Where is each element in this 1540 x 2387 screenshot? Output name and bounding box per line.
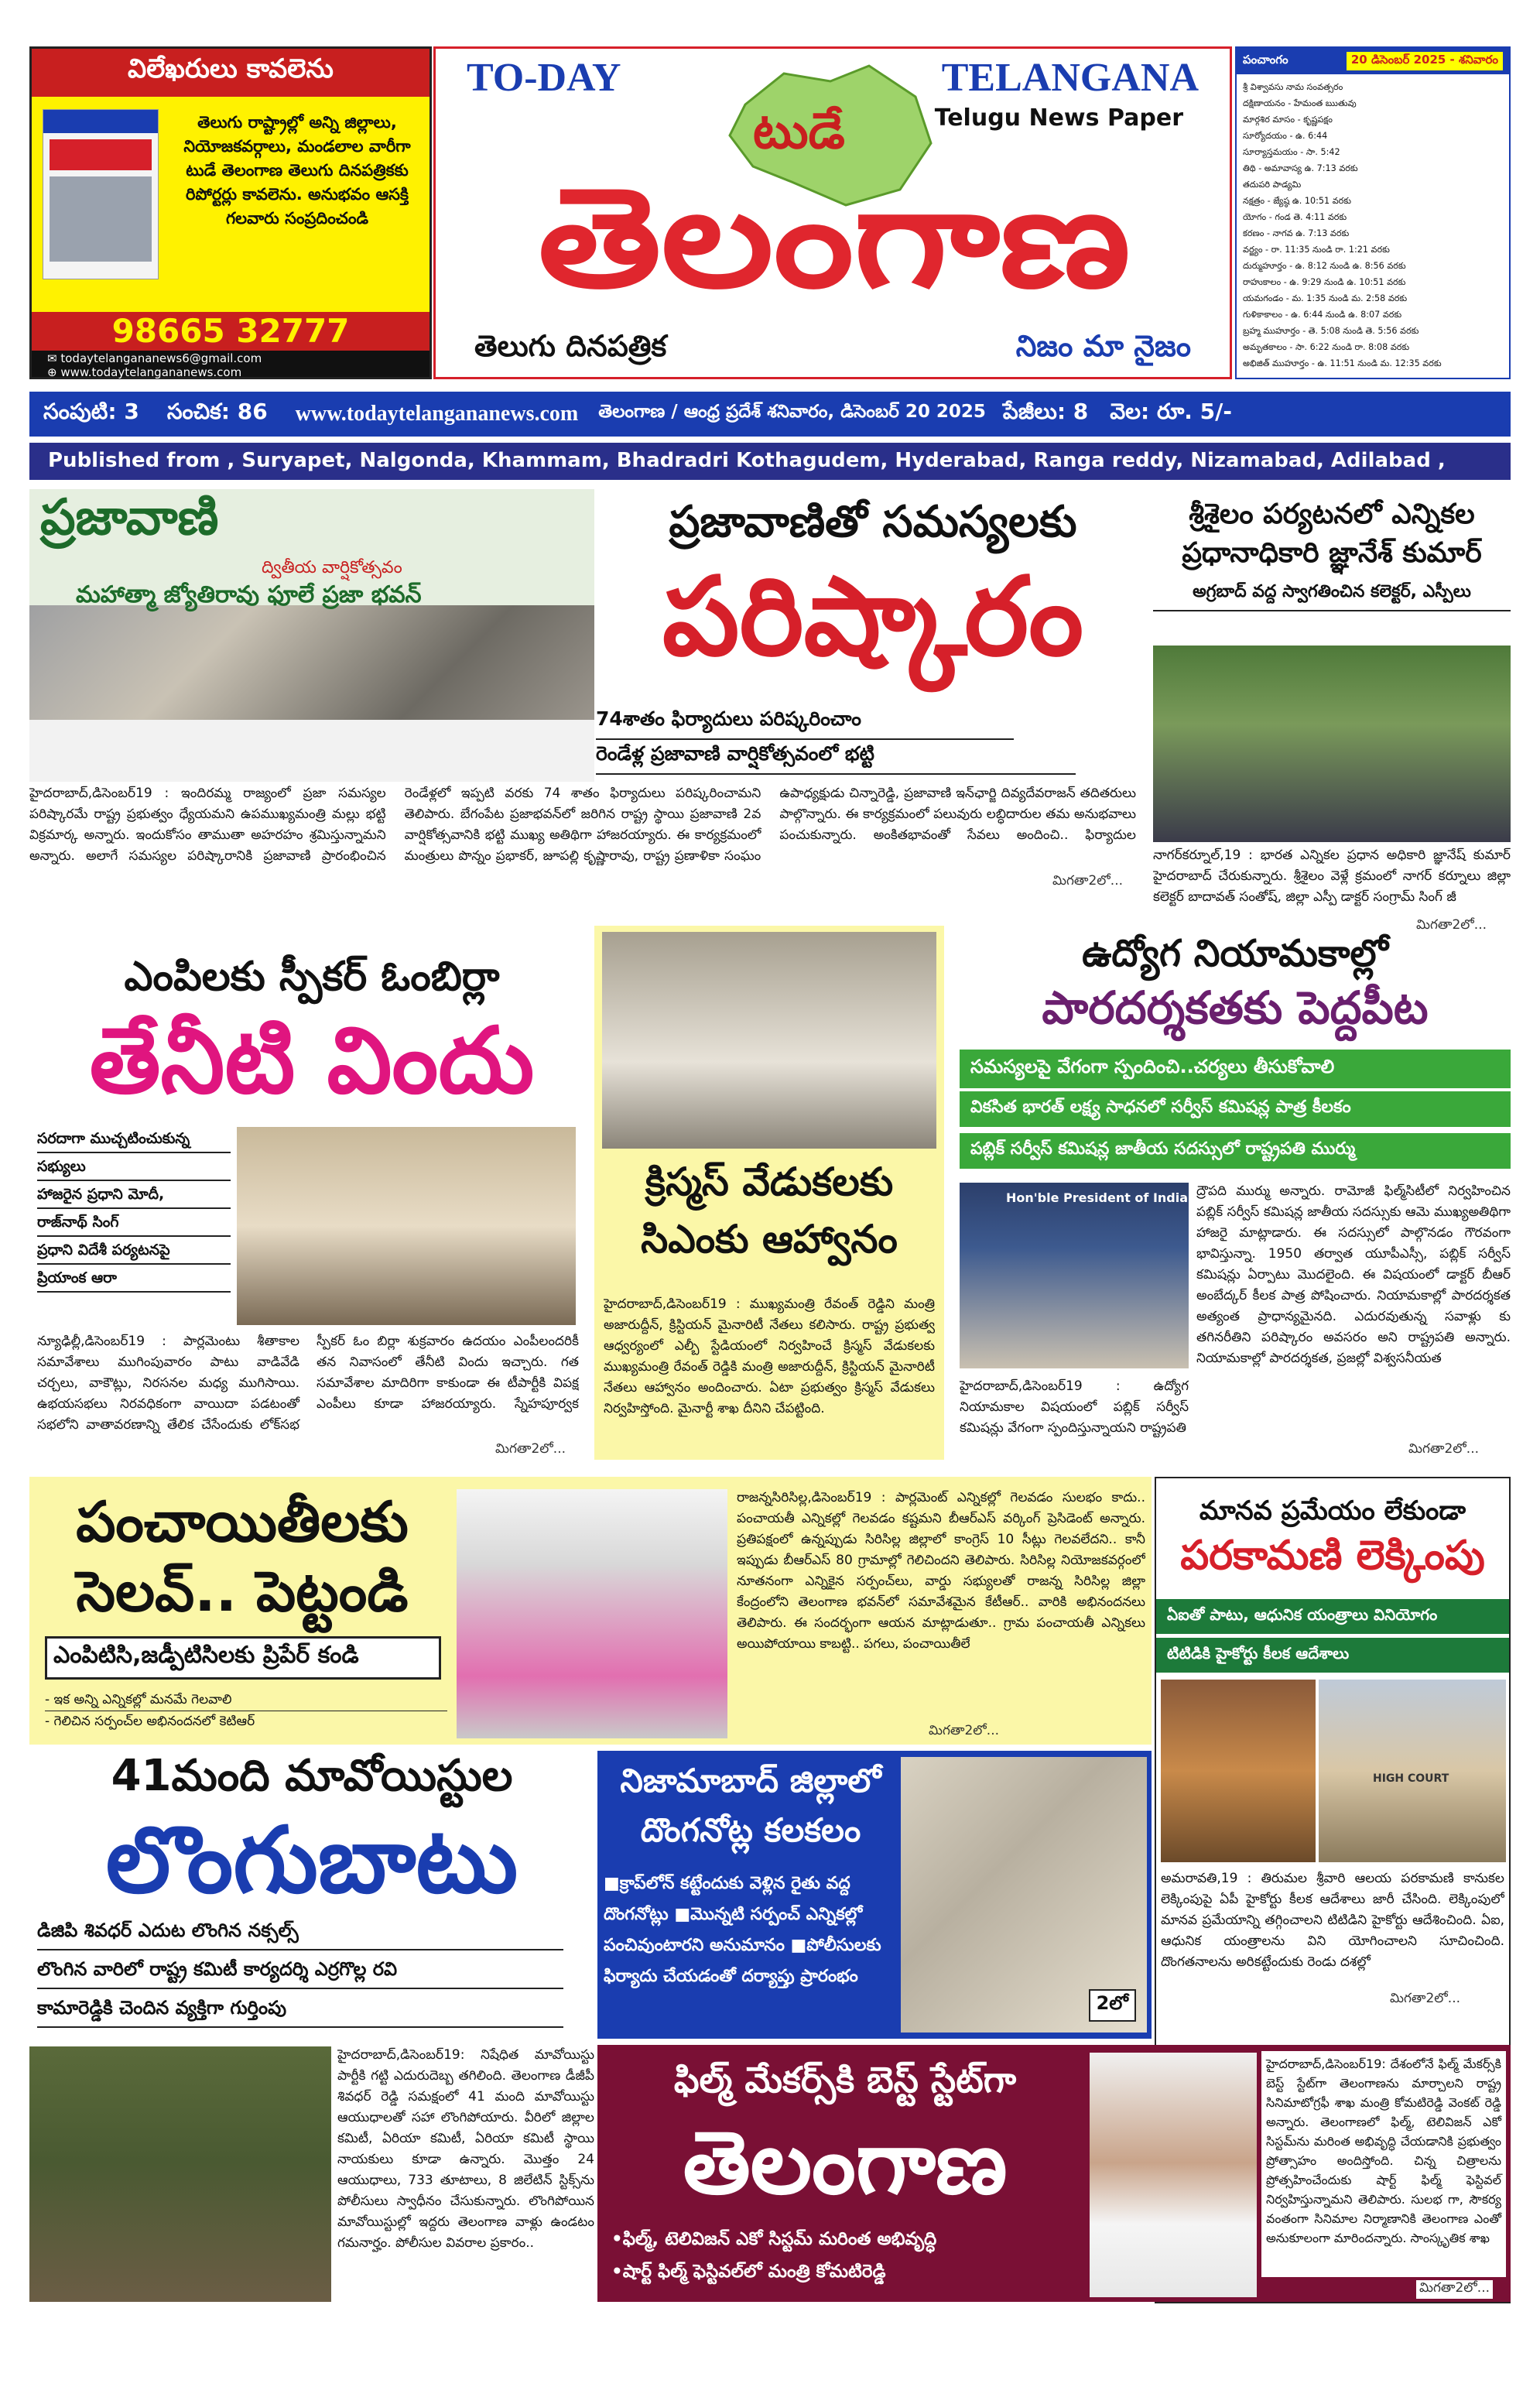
masthead-telangana-en: TELANGANA bbox=[941, 56, 1199, 100]
maoists-body: హైదరాబాద్,డిసెంబర్19: నిషేధిత మావోయిస్టు పార్టీకి గట్టి ఎదురుదెబ్బ తగిలింది. తెలంగాణ డీజీపీ శివధర్ రెడ్డి సమక్షంలో 41 మంది మావోయిస్టు ఆయుధాలతో సహా లొంగిపోయారు. వీరిలో జిల్లాల కమిటీ, ఏరియా కమిటీ, ఏరియా కమిటీ స్థాయి నాయకులు కూడా ఉన్నారు. మొత్తం 24 ఆయుధాలు, 733 తూటాలు, 8 జిలేటిన్ స్టిక్స్‌ను పోలీసులు స్వాధీనం చేసుకున్నారు. లొంగిపోయిన మావోయిస్టుల్లో ఇద్దరు తెలంగాణ వాళ్లు ఉండటం గమనార్హం. పోలీసుల వివరాల ప్రకారం.. bbox=[337, 2047, 594, 2251]
tea-party-sub: రాజ్‌నాథ్ సింగ్ bbox=[37, 1209, 231, 1237]
parakamani-headline-2: పరకామణి లెక్కింపు bbox=[1180, 1533, 1485, 1579]
ad-email[interactable]: todaytelangananews6@gmail.com bbox=[60, 351, 262, 365]
ktr-banner: ఎంపిటిసి,జడ్పీటిసిలకు ప్రిపేర్ కండి bbox=[45, 1636, 441, 1680]
film-bullet: •షార్ట్ ఫిల్మ్ ఫెస్టివల్‌లో మంత్రి కోమటిరెడ్డి bbox=[611, 2262, 886, 2282]
panchangam-line: దక్షిణాయనం - హేమంత ఋతువు bbox=[1243, 98, 1357, 108]
prajavani-sub-1: 74శాతం ఫిర్యాదులు పరిష్కరించాం bbox=[596, 704, 1014, 740]
tea-party-sub: హాజరైన ప్రధాని మోదీ, bbox=[37, 1181, 231, 1209]
fake-notes-page-ref: 2లో bbox=[1089, 1989, 1136, 2022]
parakamani-body: అమరావతి,19 : తిరుమల శ్రీవారి ఆలయ పరకామణి కానుకల లెక్కింపుపై ఏపీ హైకోర్టు కీలక ఆదేశాలు జారీ చేసింది. లెక్కింపులో మానవ ప్రమేయాన్ని తగ్గించాలని టిటిడిని హైకోర్టు ఆదేశించింది. ఏఐ, ఆధునిక యంత్రాలను విని యోగించాలని సూచించింది. దొంగతనాలను అరికట్టేందుకు రెండు దశల్లో bbox=[1161, 1871, 1504, 1970]
panchangam-line: బ్రహ్మ ముహూర్తం - తె. 5:08 నుండి తె. 5:56 వరకు bbox=[1243, 326, 1419, 336]
ad-title: విలేఖరులు కావలెను bbox=[32, 49, 429, 97]
masthead-title-te: తెలంగాణ bbox=[538, 158, 1131, 318]
film-headline-2: తెలంగాణ bbox=[683, 2113, 1008, 2214]
pages: పేజీలు: 8 bbox=[1002, 399, 1089, 424]
fake-notes-bullets: ■క్రాప్‌లోన్ కట్టేందుకు వెళ్లిన రైతు వద్ద దొంగనోట్లు ■మొన్నటి సర్పంచ్ ఎన్నికల్లో పంచివుంటారని అనుమానం ■పోలీసులకు ఫిర్యాదు చేయడంతో దర్యాప్తు ప్రారంభం bbox=[604, 1874, 881, 1986]
maoists-headline-1: 41మంది మావోయిస్టుల bbox=[111, 1751, 513, 1801]
ktr-headline-2: సెలవ్.. పెట్టండి bbox=[76, 1559, 409, 1624]
volume: సంపుటి: 3 bbox=[43, 399, 139, 424]
tea-party-headline-2: తేనీటి విందు bbox=[89, 1007, 535, 1114]
tea-party-subs bbox=[37, 1125, 231, 1293]
tea-party-sub: సరదాగా ముచ్చటించుకున్న bbox=[37, 1125, 231, 1153]
highcourt-label: HIGH COURT bbox=[1373, 1772, 1449, 1785]
panchangam-line: గుళికాకాలం - ఉ. 6:44 నుండి ఉ. 8:07 వరకు bbox=[1243, 310, 1402, 320]
panchangam-line: వర్జ్యం - రా. 11:35 నుండి రా. 1:21 వరకు bbox=[1243, 245, 1390, 255]
srisailam-more[interactable]: మిగతా2లో... bbox=[1416, 917, 1487, 933]
panchangam-label: పంచాంగం bbox=[1243, 53, 1288, 67]
upsc-photo-banner: Hon'ble President of India bbox=[1006, 1190, 1189, 1205]
prajavani-body: హైదరాబాద్,డిసెంబర్19 : ఇందిరమ్మ రాజ్యంలో ప్రజా సమస్యల పరిష్కారమే రాష్ట్ర ప్రభుత్వం ధ్యేయమని ఉపముఖ్యమంత్రి మల్లు భట్టి విక్రమార్క అన్నారు. ఇందుకోసం తాముతా అహరహం శ్రమిస్తున్నామని అన్నారు. అలాగే సమస్యల పరిష్కారానికి ప్రజావాణి ప్రారంభించిన రెండేళ్లలో ఇప్పటి వరకు 74 శాతం ఫిర్యాదులు పరిష్కరించామని తెలిపారు. బేగంపేట ప్రజాభవన్‌లో జరిగిన రాష్ట్ర స్థాయి ప్రజావాణి 2వ వార్షికోత్సవానికి భట్టి ముఖ్య అతిథిగా హాజరయ్యారు. ఈ కార్యక్రమంలో మంత్రులు పొన్నం ప్రభాకర్, జూపల్లి కృష్ణారావు, రాష్ట్ర ప్రణాళికా సంఘం ఉపాధ్యక్షుడు చిన్నారెడ్డి, ప్రజావాణి ఇన్‌ఛార్జి దివ్యదేవరాజన్ తదితరులు పాల్గొన్నారు. ఈ కార్యక్రమంలో పలువురు లబ్ధిదారుల తమ అనుభవాలు పంచుకున్నారు. అంకితభావంతో సేవలు అందించి.. ఫిర్యాదుల bbox=[29, 786, 1136, 864]
maoists-photo bbox=[29, 2046, 331, 2302]
ktr-bullet: - గెలిచిన సర్పంచ్‌ల అభినందనలో కెటిఆర్ bbox=[45, 1714, 255, 1729]
globe-icon: ⊕ bbox=[47, 365, 57, 379]
parakamani-bar-2: టిటిడికి హైకోర్టు కీలక ఆదేశాలు bbox=[1156, 1638, 1509, 1673]
ad-website[interactable]: www.todaytelangananews.com bbox=[60, 365, 242, 379]
prajavani-sub-2: రెండేళ్ల ప్రజావాణి వార్షికోత్సవంలో భట్టి bbox=[596, 739, 1076, 775]
fake-notes-headline-2: దొంగనోట్ల కలకలం bbox=[640, 1811, 861, 1849]
film-photo bbox=[1090, 2053, 1257, 2297]
masthead-tude: టుడే bbox=[753, 103, 845, 160]
parakamani-more[interactable]: మిగతా2లో... bbox=[1390, 1991, 1460, 2006]
ktr-bullet: - ఇక అన్ని ఎన్నికల్లో మనమే గెలవాలి bbox=[45, 1692, 447, 1711]
masthead-subtitle-en: Telugu News Paper bbox=[934, 104, 1183, 132]
masthead-today: TO-DAY bbox=[467, 56, 621, 100]
maoists-headline-2: లొంగుబాటు bbox=[105, 1807, 518, 1913]
panchangam-box bbox=[1235, 46, 1511, 379]
upsc-photo bbox=[960, 1183, 1189, 1368]
panchangam-line: దుర్ముహూర్తం - ఉ. 8:12 నుండి ఉ. 8:56 వరకు bbox=[1243, 261, 1406, 271]
ad-phone[interactable]: 98665 32777 bbox=[32, 312, 429, 351]
tea-party-sub: సభ్యులు bbox=[37, 1153, 231, 1181]
tea-party-headline-1: ఎంపిలకు స్పీకర్ ఓంబిర్లా bbox=[124, 954, 500, 1000]
masthead bbox=[433, 46, 1232, 379]
srisailam-headline: శ్రీశైలం పర్యటనలో ఎన్నికల ప్రధానాధికారి జ్ఞానేశ్ కుమార్ bbox=[1182, 498, 1482, 569]
upsc-more[interactable]: మిగతా2లో... bbox=[1408, 1441, 1479, 1457]
prajavani-headline-1: ప్రజావాణితో సమస్యలకు bbox=[669, 497, 1077, 547]
ktr-photo bbox=[457, 1489, 727, 1738]
panchangam-line: తదుపరి పాడ్యమి bbox=[1243, 180, 1302, 190]
region-date: తెలంగాణ / ఆంధ్ర ప్రదేశ్ శనివారం, డిసెంబర్ 20 2025 bbox=[598, 402, 986, 422]
website-link[interactable]: www.todaytelangananews.com bbox=[295, 402, 579, 426]
ktr-headline-1: పంచాయితీలకు bbox=[76, 1489, 409, 1554]
film-bullet: •ఫిల్మ్, టెలివిజన్ ఎకో సిస్టమ్ మరింత అభివృద్ధి bbox=[611, 2229, 937, 2249]
upsc-headline-2: పారదర్శకతకు పెద్దపీట bbox=[1042, 981, 1429, 1034]
photo-banner-text: ప్రజావాణి bbox=[40, 489, 219, 546]
prajavani-headline-2: పరిష్కారం bbox=[662, 554, 1084, 680]
info-bar bbox=[29, 392, 1511, 437]
panchangam-line: యమగండం - మ. 1:35 నుండి మ. 2:58 వరకు bbox=[1243, 293, 1408, 303]
parakamani-photo-counting bbox=[1161, 1680, 1316, 1862]
tea-party-sub: ప్రధాని విదేశీ పర్యటనపై bbox=[37, 1237, 231, 1265]
ad-newspaper-thumbnail bbox=[43, 109, 159, 279]
tea-party-photo bbox=[237, 1127, 576, 1325]
srisailam-photo bbox=[1153, 646, 1511, 842]
photo-banner-text: మహాత్మా జ్యోతిరావు ఫూలే ప్రజా భవన్ bbox=[76, 581, 422, 608]
photo-banner-text: ద్వితీయ వార్షికోత్సవం bbox=[262, 558, 402, 577]
panchangam-line: అభిజిత్ ముహూర్తం - ఉ. 11:51 నుండి మ. 12:35 వరకు bbox=[1243, 358, 1442, 368]
upsc-body-bottom: హైదరాబాద్,డిసెంబర్19 : ఉద్యోగ నియామకాల విషయంలో పబ్లిక్ సర్వీస్ కమిషన్లు వేగంగా స్పందిస్తున్నాయని రాష్ట్రపతి bbox=[960, 1378, 1189, 1436]
parakamani-bar-1: ఏఐతో పాటు, ఆధునిక యంత్రాలు వినియోగం bbox=[1156, 1599, 1509, 1634]
ktr-body: రాజన్నసిరిసిల్ల,డిసెంబర్19 : పార్లమెంట్ ఎన్నికల్లో గెలవడం సులభం కాదు.. పంచాయతీ ఎన్నికల్లో గెలవడం కష్టమని బీఆర్ఎస్ వర్కింగ్ ప్రెసిడెంట్ అన్నారు. ప్రతిపక్షంలో ఉన్నప్పుడు సిరిసిల్ల జిల్లాలో కాంగ్రెస్ 10 సీట్లు గెలవలేదని.. కానీ ఇప్పుడు బీఆర్ఎస్ 80 గ్రామాల్లో గెలిచిందని తెలిపారు. సిరిసిల్ల నియోజకవర్గంలో నూతనంగా ఎన్నికైన సర్పంచ్‌లు, వార్డు సభ్యులతో రాజన్న సిరిసిల్ల జిల్లా కేంద్రంలోని తెలంగాణ భవన్‌లో సమావేశమైన కేటీఆర్.. వారికి అభినందనలు తెలిపారు. ఈ సందర్భంగా ఆయన మాట్లాడుతూ.. గ్రామ పంచాయతీ ఎన్నికలు అయిపోయాయి కాబట్టి.. పగలు, పంచాయితీలే bbox=[737, 1490, 1145, 1652]
srisailam-body: నాగర్‌కర్నూల్,19 : భారత ఎన్నికల ప్రధాన అధికారి జ్ఞానేష్ కుమార్ హైదరాబాద్ చేరుకున్నారు. శ్రీశైలం వెళ్లే క్రమంలో నాగర్ కర్నూలు జిల్లా కలెక్టర్ బాదావత్ సంతోష్, జిల్లా ఎస్పీ డాక్టర్ సంగ్రామ్ సింగ్ జీ bbox=[1153, 848, 1511, 905]
upsc-headline-1: ఉద్యోగ నియామకాల్లో bbox=[1082, 932, 1388, 975]
parakamani-headline-1: మానవ ప్రమేయం లేకుండా bbox=[1199, 1495, 1466, 1526]
christmas-headline-2: సిఎంకు ఆహ్వానం bbox=[641, 1217, 898, 1262]
masthead-tagline-left: తెలుగు దినపత్రిక bbox=[474, 329, 667, 363]
published-bar: Published from , Suryapet, Nalgonda, Khammam, Bhadradri Kothagudem, Hyderabad, Ranga reddy, Nizamabad, Adilabad , bbox=[29, 443, 1511, 480]
panchangam-line: కరణం - నాగవ ఉ. 7:13 వరకు bbox=[1243, 228, 1350, 238]
panchangam-line: తిథి - అమావాస్య ఉ. 7:13 వరకు bbox=[1243, 163, 1358, 173]
panchangam-line: మార్గశిర మాసం - కృష్ణపక్షం bbox=[1243, 115, 1333, 125]
prajavani-photo bbox=[29, 489, 594, 782]
panchangam-line: రాహుకాలం - ఉ. 9:29 నుండి ఉ. 10:51 వరకు bbox=[1243, 277, 1406, 287]
panchangam-date: 20 డిసెంబర్ 2025 - శనివారం bbox=[1347, 52, 1503, 70]
upsc-bar-1: సమస్యలపై వేగంగా స్పందించి..చర్యలు తీసుకోవాలి bbox=[960, 1050, 1511, 1088]
reporters-wanted-ad bbox=[29, 46, 432, 379]
ad-text: తెలుగు రాష్ట్రాల్లో అన్ని జిల్లాలు, నియోజకవర్గాలు, మండలాల వారీగా టుడే తెలంగాణ తెలుగు దినపత్రికకు రిపోర్టర్లు కావలెను. అనుభవం ఆసక్తి గలవారు సంప్రదించండి bbox=[183, 113, 411, 228]
panchangam-line: సూర్యాస్తమయం - సా. 5:42 bbox=[1243, 147, 1340, 157]
maoists-sub: డిజిపి శివధర్ ఎదుట లొంగిన నక్సల్స్ bbox=[37, 1916, 563, 1950]
fake-notes-photo bbox=[901, 1757, 1147, 2033]
maoists-sub: కామారెడ్డికి చెందిన వ్యక్తిగా గుర్తింపు bbox=[37, 1994, 563, 2028]
upsc-bar-3: పబ్లిక్ సర్వీస్ కమిషన్ల జాతీయ సదస్సులో రాష్ట్రపతి ముర్ము bbox=[960, 1133, 1511, 1169]
film-body: హైదరాబాద్,డిసెంబర్19: దేశంలోనే ఫిల్మ్ మేకర్స్‌కి బెస్ట్ స్టేట్‌గా తెలంగాణను మార్చాలని రాష్ట్ర సినిమాటోగ్రఫీ శాఖ మంత్రి కోమటిరెడ్డి వెంకట్ రెడ్డి అన్నారు. తెలంగాణలో ఫిల్మ్, టెలివిజన్ ఎకో సిస్టమ్‌ను మరింత అభివృద్ధి చేయడానికి ప్రభుత్వం ప్రోత్సాహం అందిస్తోంది. చిన్న చిత్రాలను ప్రోత్సహించేందుకు షార్ట్ ఫిల్మ్ ఫెస్టివల్ నిర్వహిస్తున్నామని తెలిపారు. సులభ గా, సౌకర్య వంతంగా సినిమాల నిర్మాణానికి తెలంగాణ ఎంతో అనుకూలంగా మారిందన్నారు. సాంస్కృతిక శాఖ bbox=[1261, 2051, 1506, 2277]
christmas-body: హైదరాబాద్,డిసెంబర్19 : ముఖ్యమంత్రి రేవంత్ రెడ్డిని మంత్రి అజారుద్దీన్, క్రిస్టియన్ మైనారిటీ నేతలు కలిసారు. రాష్ట్ర ప్రభుత్వ ఆధ్వర్యంలో ఎల్బీ స్టేడియంలో నిర్వహించే క్రిస్మస్ వేడుకలకు ముఖ్యమంత్రి రేవంత్ రెడ్డికి మంత్రి అజారుద్దీన్, క్రిస్టియన్ మైనారిటీ నేతలు ఆహ్వానం అందించారు. ఏటా ప్రభుత్వం క్రిస్మస్ వేడుకలు నిర్వహిస్తోంది. మైనార్టీ శాఖ దీనిని చేపట్టింది. bbox=[604, 1296, 935, 1416]
maoists-sub: లొంగిన వారిలో రాష్ట్ర కమిటీ కార్యదర్శి ఎర్రగొల్ల రవి bbox=[37, 1955, 563, 1989]
mail-icon: ✉ bbox=[47, 351, 57, 365]
christmas-photo bbox=[602, 932, 936, 1149]
upsc-bar-2: వికసిత భారత్ లక్ష్య సాధనలో సర్వీస్ కమిషన్ల పాత్ర కీలకం bbox=[960, 1091, 1511, 1127]
srisailam-sub: అగ్రబాద్ వద్ద స్వాగతించిన కలెక్టర్, ఎస్పీలు bbox=[1153, 582, 1511, 611]
panchangam-line: సూర్యోదయం - ఉ. 6:44 bbox=[1243, 131, 1328, 141]
film-headline-1: ఫిల్మ్ మేకర్స్‌కి బెస్ట్ స్టేట్‌గా bbox=[673, 2059, 1017, 2101]
issue: సంచిక: 86 bbox=[166, 399, 268, 424]
panchangam-line: అమృతకాలం - సా. 6:22 నుండి రా. 8:08 వరకు bbox=[1243, 342, 1410, 352]
prajavani-more[interactable]: మిగతా2లో... bbox=[1052, 873, 1123, 889]
tea-party-body: న్యూఢిల్లీ,డిసెంబర్19 : పార్లమెంటు శీతాకాల సమావేశాలు ముగింపువారం పాటు వాడివేడి చర్చలు, వాకౌట్లు, నిరసనల మధ్య ముగిసాయి. ఉభయసభలు నిరవధికంగా వాయిదా పడటంతో సభలోని వాతావరణాన్ని తేలిక చేసేందుకు లోక్‌సభ స్పీకర్ ఓం బిర్లా శుక్రవారం ఉదయం ఎంపీలందరికీ తన నివాసంలో తేనీటి విందు ఇచ్చారు. గత సమావేశాల మాదిరిగా కాకుండా ఈ టీపార్టీకి విపక్ష ఎంపీలు కూడా హాజరయ్యారు. స్నేహపూర్వక bbox=[37, 1334, 579, 1433]
tea-party-more[interactable]: మిగతా2లో... bbox=[495, 1441, 566, 1457]
parakamani-photo-highcourt bbox=[1319, 1680, 1506, 1862]
panchangam-line: యోగం - గండ తె. 4:11 వరకు bbox=[1243, 212, 1347, 222]
ktr-more[interactable]: మిగతా2లో... bbox=[929, 1723, 999, 1738]
upsc-body-right: ద్రౌపది ముర్ము అన్నారు. రామోజీ ఫిల్మ్‌సిటీలో నిర్వహించిన పబ్లిక్ సర్వీస్ కమిషన్ల జాతీయ సదస్సుకు ఆమె ముఖ్యఅతిథిగా హాజరై మాట్లాడారు. ఈ సదస్సులో పాల్గొనడం గౌరవంగా భావిస్తున్నా. 1950 తర్వాత యూపీఎస్సీ, పబ్లిక్ సర్వీస్ కమిషన్లు ఏర్పాటు మొదలైంది. ఈ విషయంలో డాక్టర్ బీఆర్ అంబేద్కర్ కీలక పాత్ర పోషించారు. నియామకాల్లో పారదర్శకత అత్యంత ప్రాధాన్యమైనది. ఎదురవుతున్న సవాళ్లు కు తగినరీతిని పరిష్కారం అవసరం అని రాష్ట్రపతి అన్నారు. నియామకాల్లో పారదర్శకత, ప్రజల్లో విశ్వసనీయత bbox=[1196, 1183, 1511, 1366]
fake-notes-headline-1: నిజామాబాద్ జిల్లాలో bbox=[620, 1762, 881, 1800]
tea-party-sub: ప్రియాంక ఆరా bbox=[37, 1265, 231, 1293]
masthead-tagline-right: నిజం మా నైజం bbox=[1015, 329, 1191, 363]
christmas-headline-1: క్రిస్మస్ వేడుకలకు bbox=[645, 1159, 894, 1204]
panchangam-line: నక్షత్రం - జ్యేష్ఠ ఉ. 10:51 వరకు bbox=[1243, 196, 1352, 206]
film-more[interactable]: మిగతా2లో... bbox=[1416, 2280, 1493, 2299]
panchangam-line: శ్రీ విశ్వావసు నామ సంవత్సరం bbox=[1243, 82, 1343, 92]
price: వెల: రూ. 5/- bbox=[1110, 399, 1232, 424]
